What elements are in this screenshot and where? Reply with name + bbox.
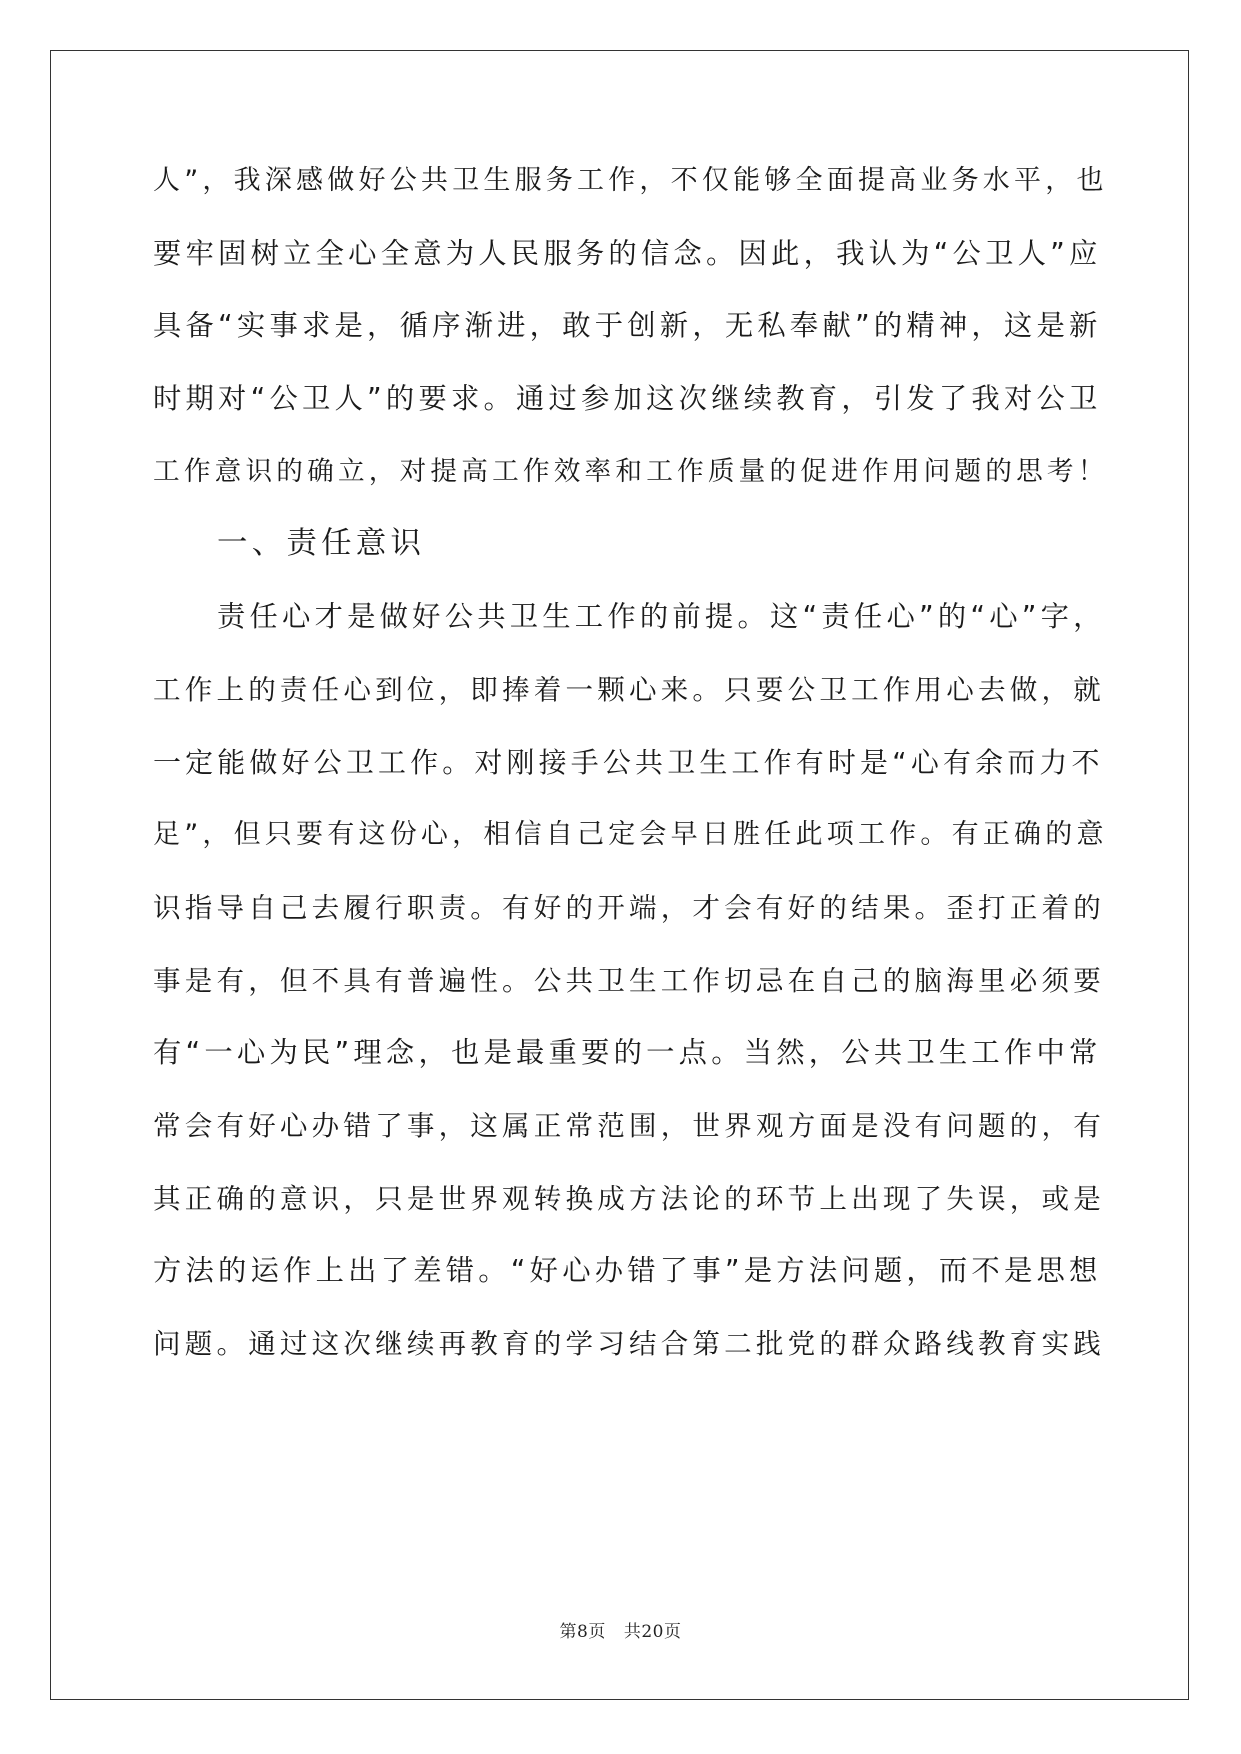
- text-line: 其正确的意识，只是世界观转换成方法论的环节上出现了失误，或是: [153, 1182, 1105, 1215]
- section-heading: 一、责任意识: [217, 526, 426, 562]
- text-line: 责任心才是做好公共卫生工作的前提。这“责任心”的“心”字，: [217, 600, 1106, 634]
- text-line: 事是有，但不具有普遍性。公共卫生工作切忌在自己的脑海里必须要: [153, 964, 1105, 997]
- page-total: 共20页: [623, 1622, 682, 1642]
- page-number: 第8页: [559, 1622, 606, 1642]
- text-line: 具备“实事求是，循序渐进，敢于创新，无私奉献”的精神，这是新: [153, 309, 1102, 343]
- text-line: 时期对“公卫人”的要求。通过参加这次继续教育，引发了我对公卫: [153, 382, 1102, 416]
- text-line: 工作意识的确立，对提高工作效率和工作质量的促进作用问题的思考！: [153, 455, 1109, 487]
- text-line: 人”，我深感做好公共卫生服务工作，不仅能够全面提高业务水平，也: [153, 165, 1108, 196]
- text-line: 一定能做好公卫工作。对刚接手公共卫生工作有时是“心有余而力不: [153, 745, 1104, 779]
- text-line: 方法的运作上出了差错。“好心办错了事”是方法问题，而不是思想: [153, 1254, 1102, 1288]
- text-line: 问题。通过这次继续再教育的学习结合第二批党的群众路线教育实践: [153, 1328, 1105, 1360]
- page-footer: [0, 1617, 1241, 1642]
- text-line: 常会有好心办错了事，这属正常范围，世界观方面是没有问题的，有: [153, 1109, 1105, 1142]
- text-line: 有“一心为民”理念，也是最重要的一点。当然，公共卫生工作中常: [153, 1036, 1102, 1070]
- document-body: [153, 161, 1109, 1397]
- text-line: 要牢固树立全心全意为人民服务的信念。因此，我认为“公卫人”应: [153, 236, 1102, 270]
- text-line: 识指导自己去履行职责。有好的开端，才会有好的结果。歪打正着的: [153, 891, 1105, 924]
- text-line: 足”，但只要有这份心，相信自己定会早日胜任此项工作。有正确的意: [153, 819, 1108, 851]
- text-line: 工作上的责任心到位，即捧着一颗心来。只要公卫工作用心去做，就: [153, 673, 1105, 706]
